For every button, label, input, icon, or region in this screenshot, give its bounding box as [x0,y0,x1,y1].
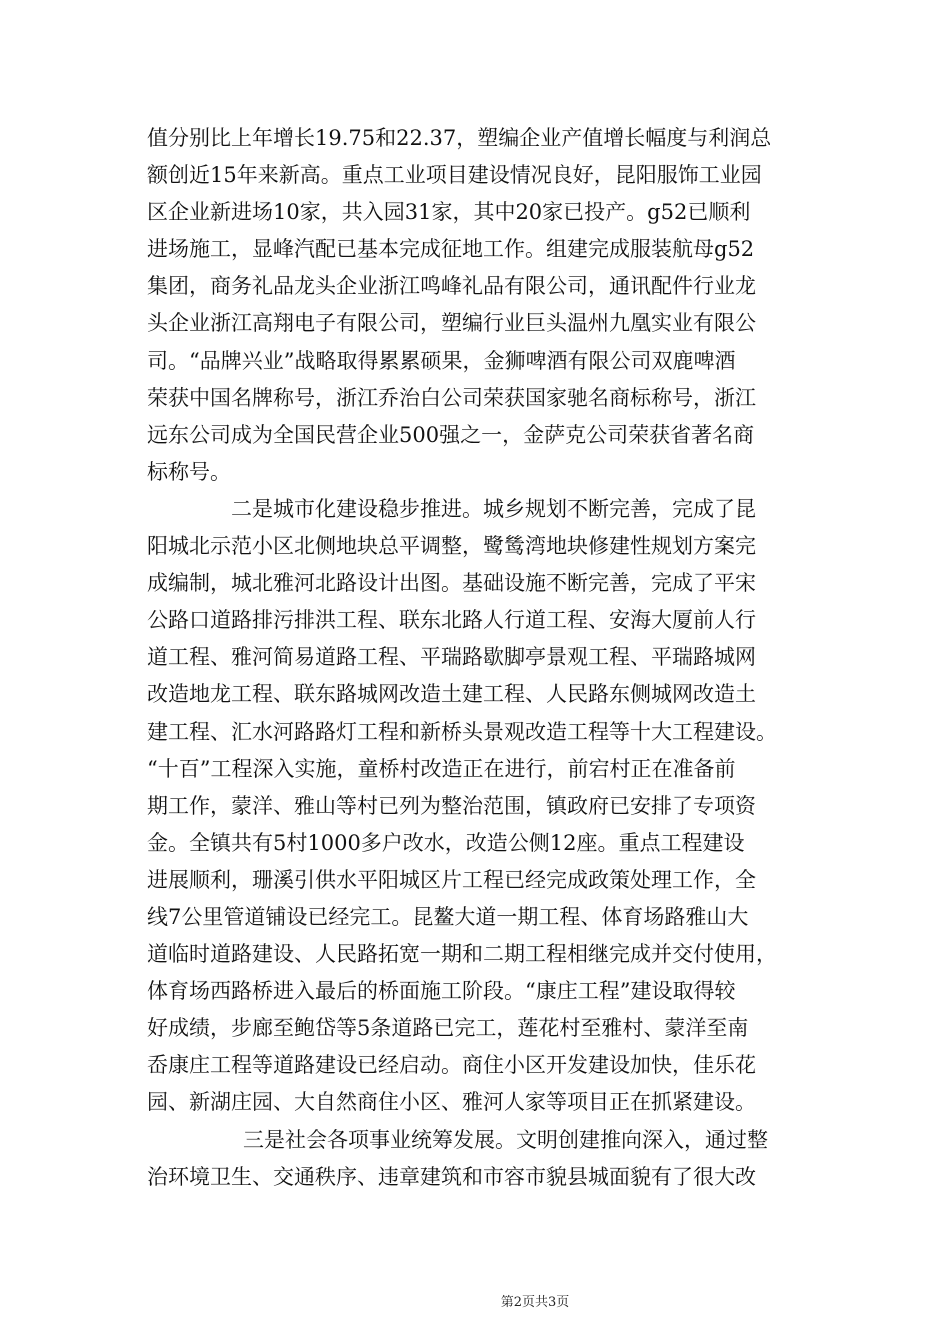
text-line: 体育场西路桥进入最后的桥面施工阶段。“康庄工程”建设取得较 [147,979,736,1004]
document-body [147,120,807,1196]
paragraph-urbanization [147,491,807,1122]
text-line: 区企业新进场10家，共入园31家，其中20家已投产。g52已顺利 [147,200,751,225]
text-line: 标称号。 [147,459,231,484]
paragraph-first-line: 三是社会各项事业统筹发展。文明创建推向深入，通过整 [243,1127,768,1152]
text-line: 园、新湖庄园、大自然商住小区、雅河人家等项目正在抓紧建设。 [147,1090,756,1115]
text-line: 成编制，城北雅河北路设计出图。基础设施不断完善，完成了平宋 [147,571,756,596]
paragraph-social-affairs [147,1122,807,1196]
text-line: “十百”工程深入实施，童桥村改造正在进行，前宕村正在准备前 [147,756,736,781]
text-line: 头企业浙江高翔电子有限公司，塑编行业巨头温州九凰实业有限公 [147,311,756,336]
text-line: 远东公司成为全国民营企业500强之一，金萨克公司荣获省著名商 [147,422,755,447]
text-line: 道临时道路建设、人民路拓宽一期和二期工程相继完成并交付使用， [147,942,777,967]
text-line: 集团，商务礼品龙头企业浙江鸣峰礼品有限公司，通讯配件行业龙 [147,274,756,299]
text-line: 建工程、汇水河路路灯工程和新桥头景观改造工程等十大工程建设。 [147,719,777,744]
text-line: 公路口道路排污排洪工程、联东北路人行道工程、安海大厦前人行 [147,608,756,633]
text-line: 好成绩，步廊至鲍岱等5条道路已完工，莲花村至雅村、蒙洋至南 [147,1016,749,1041]
text-line: 司。“品牌兴业”战略取得累累硕果，金狮啤酒有限公司双鹿啤酒 [147,348,736,373]
page-number-footer: 第2页共3页 [500,1295,570,1310]
text-line: 额创近15年来新高。重点工业项目建设情况良好，昆阳服饰工业园 [147,163,762,188]
text-line: 金。全镇共有5村1000多户改水，改造公侧12座。重点工程建设 [147,830,745,855]
text-line: 岙康庄工程等道路建设已经启动。商住小区开发建设加快，佳乐花 [147,1053,756,1078]
text-line: 荣获中国名牌称号，浙江乔治白公司荣获国家驰名商标称号，浙江 [147,385,756,410]
text-line: 线7公里管道铺设已经完工。昆鳌大道一期工程、体育场路雅山大 [147,904,749,929]
text-line: 进展顺利，珊溪引供水平阳城区片工程已经完成政策处理工作，全 [147,867,756,892]
text-line: 值分别比上年增长19.75和22.37，塑编企业产值增长幅度与利润总 [147,126,772,150]
paragraph-industry [147,120,807,491]
text-line: 道工程、雅河简易道路工程、平瑞路歇脚亭景观工程、平瑞路城网 [147,645,756,670]
text-line: 进场施工，显峰汽配已基本完成征地工作。组建完成服装航母g52 [147,237,755,262]
text-line: 治环境卫生、交通秩序、违章建筑和市容市貌县城面貌有了很大改 [147,1164,756,1189]
text-line: 期工作，蒙洋、雅山等村已列为整治范围，镇政府已安排了专项资 [147,793,756,818]
paragraph-first-line: 二是城市化建设稳步推进。城乡规划不断完善，完成了昆 [231,496,756,521]
text-line: 改造地龙工程、联东路城网改造土建工程、人民路东侧城网改造土 [147,682,756,707]
text-line: 阳城北示范小区北侧地块总平调整，鹭鸶湾地块修建性规划方案完 [147,534,756,559]
